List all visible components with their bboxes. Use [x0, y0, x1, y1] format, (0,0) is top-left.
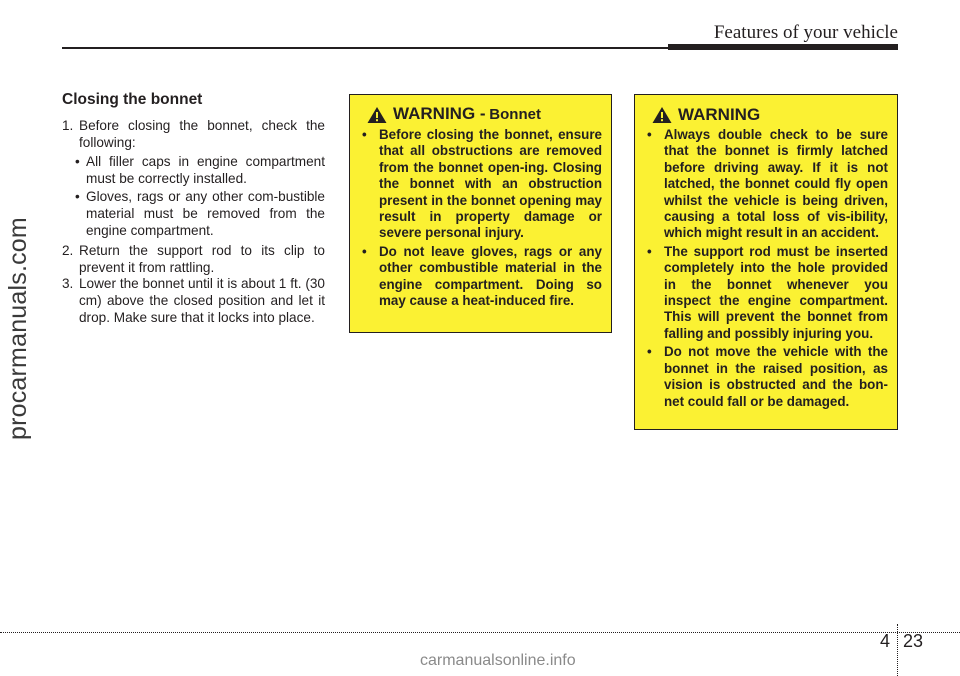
list-item: [359, 244, 602, 310]
step-number: 2.: [62, 243, 74, 259]
bullet-dot: •: [647, 344, 652, 360]
warning-triangle-icon: [367, 106, 387, 124]
step-text: Return the support rod to its clip to prevent it from rattling.: [79, 243, 325, 275]
section-heading: Closing the bonnet: [62, 91, 203, 108]
step-1: [62, 118, 325, 151]
list-item: [62, 189, 325, 239]
list-item: [62, 154, 325, 187]
warning-subtitle: Bonnet: [489, 106, 541, 124]
bullet-dot: •: [647, 127, 652, 142]
footer-watermark: carmanualsonline.info: [420, 652, 576, 669]
warning-text: Do not leave gloves, rags or any other combustible material in the engine compartment. Doing so may cause a heat-induced fire.: [379, 243, 602, 309]
list-item: [644, 344, 888, 410]
step-number: 1.: [62, 118, 74, 133]
instructions-column: [62, 91, 325, 326]
step-2: [62, 243, 325, 276]
step-3: [62, 276, 325, 326]
warning-text: Before closing the bonnet, ensure that all obstructions are removed from the bonnet open-ing. Closing the bonnet with an obstruction present in the bonnet opening may result in property damage or severe personal injury.: [379, 127, 602, 241]
footer-rule: [0, 632, 960, 633]
bullet-text: All filler caps in engine compartment must be correctly installed.: [86, 154, 325, 186]
list-item: [644, 244, 888, 342]
bullet-dot: •: [75, 154, 80, 170]
warning-heading: [367, 106, 611, 124]
bullet-text: Gloves, rags or any other com-bustible material must be removed from the engine compartment.: [86, 189, 325, 238]
warning-box-bonnet: [349, 94, 612, 333]
chapter-number: 4: [880, 631, 891, 651]
warning-triangle-icon: [652, 106, 672, 124]
warning-title: WARNING: [678, 104, 761, 124]
header-title: Features of your vehicle: [713, 22, 898, 43]
step-text: Before closing the bonnet, check the following:: [79, 118, 325, 150]
warning-title: WARNING -: [393, 104, 486, 124]
bullet-dot: •: [362, 127, 367, 142]
header-rule: [62, 47, 672, 49]
warning-text: Do not move the vehicle with the bonnet in the raised position, as vision is obstructed and the bon-net could fall or be damaged.: [664, 344, 888, 409]
step-number: 3.: [62, 276, 74, 292]
bullet-dot: •: [647, 243, 652, 259]
warning-heading: [652, 106, 897, 124]
page-number: 23: [903, 631, 924, 651]
side-watermark: procarmanuals.com: [4, 217, 32, 440]
step-text: Lower the bonnet until it is about 1 ft. (30 cm) above the closed position and let it drop. Make sure that it locks into place.: [79, 276, 325, 325]
warning-text: Always double check to be sure that the bonnet is firmly latched before driving away. If it is not latched, the bonnet could fly open whilst the vehicle is being driven, causing a total loss of vis-ibility, which might result in an accident.: [664, 127, 888, 241]
warning-text: The support rod must be inserted completely into the hole provided in the bonnet whenever you inspect the engine compartment. This will prevent the bonnet from falling and possibly injuring you.: [664, 243, 888, 341]
warning-box-general: [634, 94, 898, 430]
bullet-dot: •: [362, 243, 367, 259]
list-item: [359, 127, 602, 242]
page-number-divider: [897, 624, 898, 676]
list-item: [644, 127, 888, 242]
step-1-bullets: [62, 154, 325, 239]
header-rule-accent: [668, 44, 898, 50]
bullet-dot: •: [75, 189, 80, 205]
